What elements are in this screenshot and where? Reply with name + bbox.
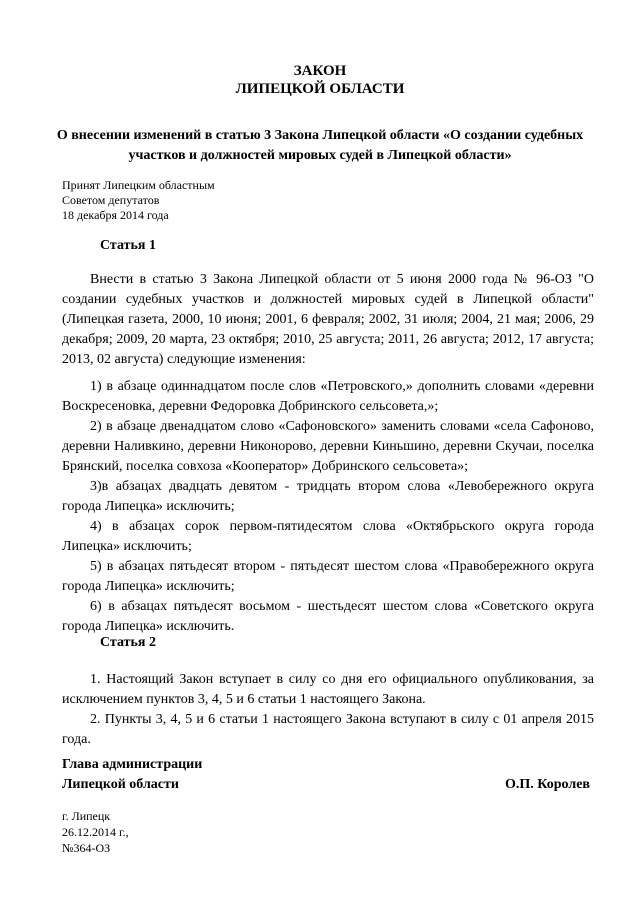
- article-2-item: 1. Настоящий Закон вступает в силу со дня его официального опубликования, за исключением пунктов 3, 4, 5 и 6 статьи 1 настоящего Закона.: [62, 672, 594, 707]
- article-2-item: 2. Пункты 3, 4, 5 и 6 статьи 1 настоящего Закона вступают в силу с 01 апреля 2015 года.: [62, 712, 594, 747]
- law-subject: О внесении изменений в статью 3 Закона Липецкой области «О создании судебных участков и должностей мировых судей в Липецкой области»: [56, 128, 584, 163]
- adoption-line: Принят Липецким областным: [62, 178, 215, 192]
- law-title: ЗАКОН: [293, 63, 347, 79]
- amendment-item: 1) в абзаце одиннадцатом после слов «Петровского,» дополнить словами «деревни Воскресеновка, деревни Федоровка Добринского сельсовета,»;: [62, 379, 594, 414]
- amendment-item: 3)в абзацах двадцать девятом - тридцать втором слова «Левобережного округа города Липецка» исключить;: [62, 479, 594, 514]
- signature-row: [62, 775, 590, 795]
- article-1-heading: Статья 1: [100, 238, 156, 253]
- document-footer: [62, 808, 129, 856]
- footer-place: г. Липецк: [62, 809, 111, 823]
- adoption-line: Советом депутатов: [62, 193, 160, 207]
- paragraph: Внести в статью 3 Закона Липецкой области от 5 июня 2000 года № 96-ОЗ "О создании судебных участков и должностей мировых судей в Липецкой области" (Липецкая газета, 2000, 10 июня; 2001, 6 февраля; 2002, 31 июля; 2004, 21 мая; 2006, 29 декабря; 2009, 20 марта, 23 октября; 2010, 25 августа; 2011, 26 августа; 2012, 17 августа; 2013, 02 августа) следующие изменения:: [62, 272, 594, 367]
- amendment-item: 4) в абзацах сорок первом-пятидесятом слова «Октябрьского округа города Липецка» исключить;: [62, 519, 594, 554]
- signatory-title-line2: Липецкой области: [62, 777, 179, 792]
- amendment-item: 5) в абзацах пятьдесят втором - пятьдесят шестом слова «Правобережного округа города Липецка» исключить;: [62, 559, 594, 594]
- law-region: ЛИПЕЦКОЙ ОБЛАСТИ: [235, 81, 405, 97]
- signatory-name: О.П. Королев: [505, 777, 590, 792]
- adoption-note: [62, 178, 215, 223]
- signatory-title-line1: Глава администрации: [62, 757, 203, 772]
- article-1-items: [62, 377, 594, 637]
- footer-date: 26.12.2014 г.,: [62, 825, 129, 839]
- signature-block: [62, 755, 590, 795]
- adoption-date: 18 декабря 2014 года: [62, 208, 169, 222]
- article-2-heading: Статья 2: [100, 635, 156, 650]
- amendment-item: 2) в абзаце двенадцатом слово «Сафоновского» заменить словами «села Сафоново, деревни Наливкино, деревни Никонорово, деревни Киньшино, деревни Скучаи, поселка Брянский, поселка совхоза «Кооператор» Добринского сельсовета»;: [62, 419, 594, 474]
- article-2-items: [62, 670, 594, 750]
- footer-number: №364-ОЗ: [62, 841, 111, 855]
- amendment-item: 6) в абзацах пятьдесят восьмом - шестьдесят шестом слова «Советского округа города Липецка» исключить.: [62, 599, 594, 634]
- article-1-intro: [62, 270, 594, 370]
